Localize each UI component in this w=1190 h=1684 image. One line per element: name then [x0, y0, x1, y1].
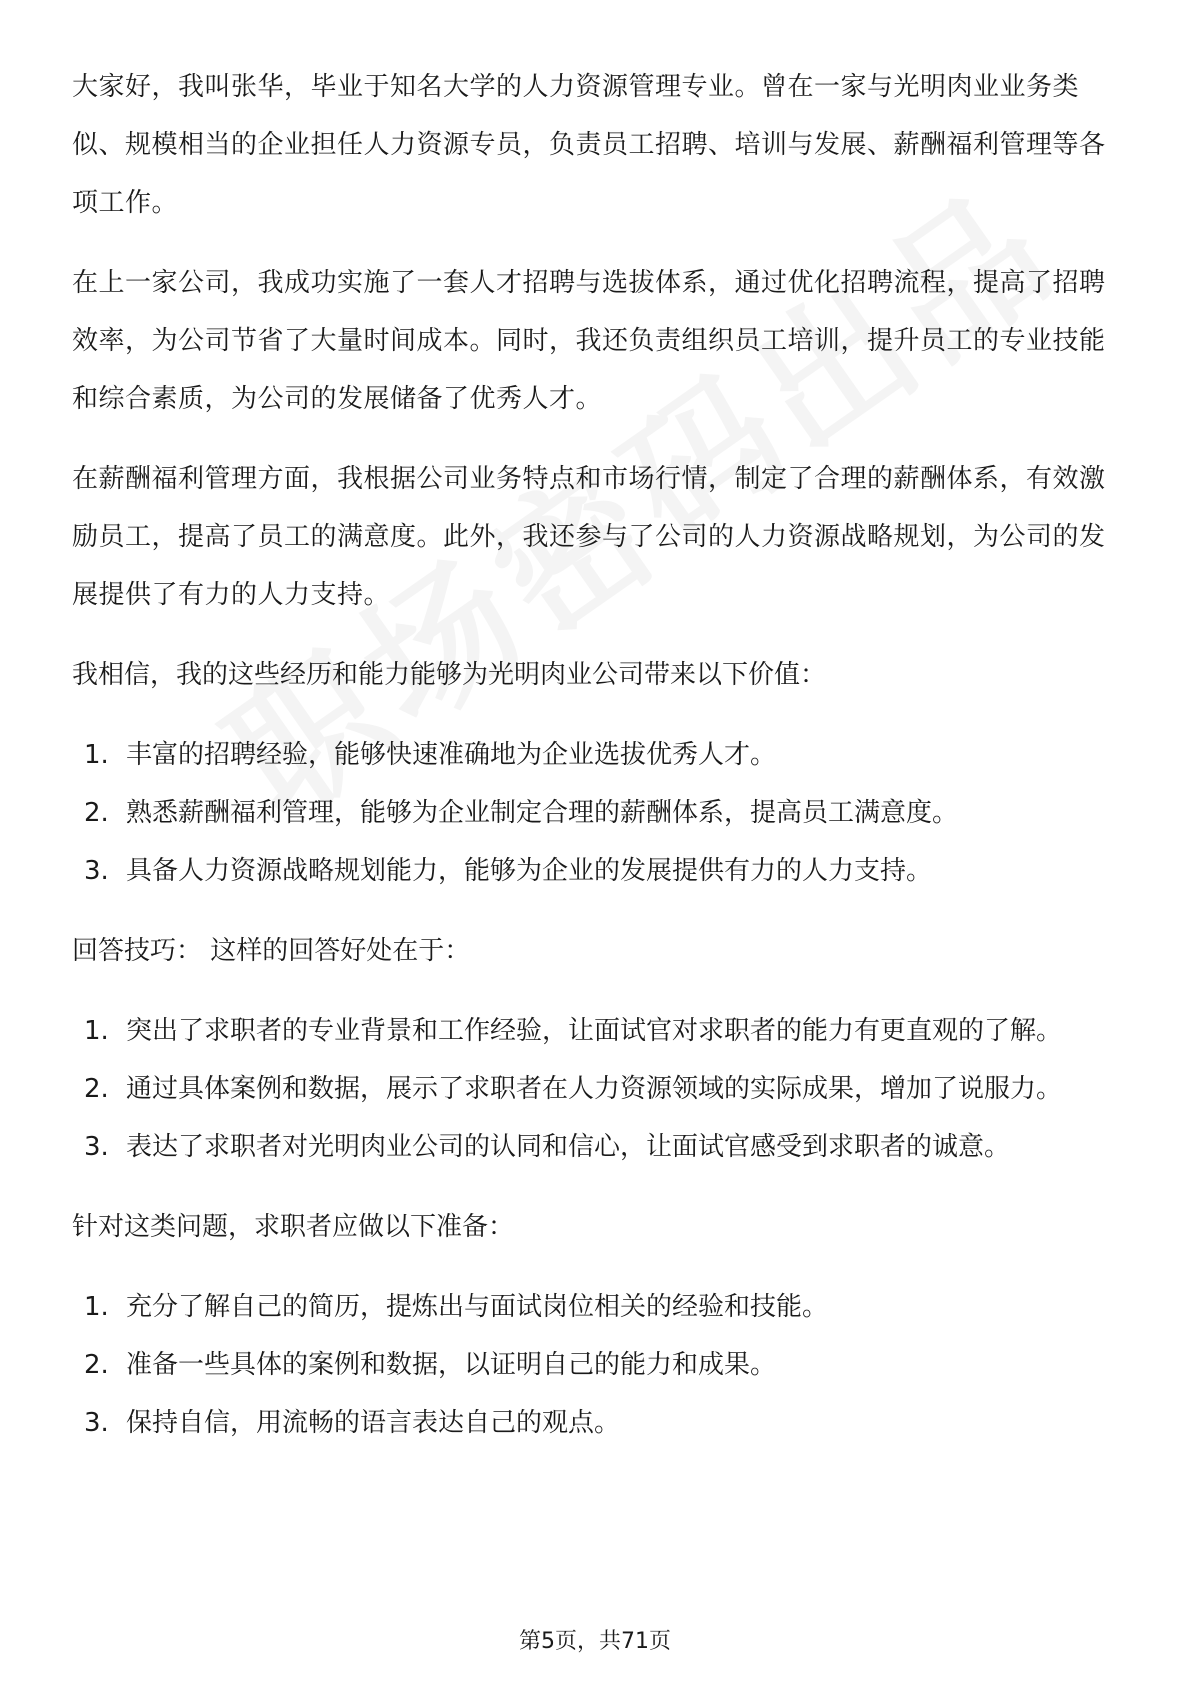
intro-paragraph: 大家好，我叫张华，毕业于知名大学的人力资源管理专业。曾在一家与光明肉业业务类似、规模相当的企业担任人力资源专员，负责员工招聘、培训与发展、薪酬福利管理等各项工作。	[72, 72, 1106, 218]
document-page	[72, 58, 1120, 1474]
page-footer: 第5页，共71页	[519, 1629, 671, 1654]
tips-list	[72, 1002, 1120, 1176]
list-item: 3. 表达了求职者对光明肉业公司的认同和信心，让面试官感受到求职者的诚意。	[84, 1132, 1011, 1162]
experience-paragraph: 在上一家公司，我成功实施了一套人才招聘与选拔体系，通过优化招聘流程，提高了招聘效率，为公司节省了大量时间成本。同时，我还负责组织员工培训，提升员工的专业技能和综合素质，为公司的发展储备了优秀人才。	[72, 268, 1106, 414]
list-item: 1. 丰富的招聘经验，能够快速准确地为企业选拔优秀人才。	[84, 740, 777, 770]
list-item: 2. 熟悉薪酬福利管理，能够为企业制定合理的薪酬体系，提高员工满意度。	[84, 798, 959, 828]
preparation-heading: 针对这类问题，求职者应做以下准备：	[72, 1212, 515, 1242]
list-item: 1. 突出了求职者的专业背景和工作经验，让面试官对求职者的能力有更直观的了解。	[84, 1016, 1063, 1046]
value-list	[72, 726, 1120, 900]
value-heading: 我相信，我的这些经历和能力能够为光明肉业公司带来以下价值：	[72, 660, 827, 690]
list-item: 2. 通过具体案例和数据，展示了求职者在人力资源领域的实际成果，增加了说服力。	[84, 1074, 1063, 1104]
compensation-paragraph: 在薪酬福利管理方面，我根据公司业务特点和市场行情，制定了合理的薪酬体系，有效激励员工，提高了员工的满意度。此外，我还参与了公司的人力资源战略规划，为公司的发展提供了有力的人力支持。	[72, 464, 1106, 610]
list-item: 1. 充分了解自己的简历，提炼出与面试岗位相关的经验和技能。	[84, 1292, 829, 1322]
preparation-list	[72, 1278, 1120, 1452]
tips-heading: 回答技巧： 这样的回答好处在于：	[72, 936, 471, 966]
list-item: 3. 保持自信，用流畅的语言表达自己的观点。	[84, 1408, 621, 1438]
list-item: 3. 具备人力资源战略规划能力，能够为企业的发展提供有力的人力支持。	[84, 856, 933, 886]
list-item: 2. 准备一些具体的案例和数据，以证明自己的能力和成果。	[84, 1350, 777, 1380]
